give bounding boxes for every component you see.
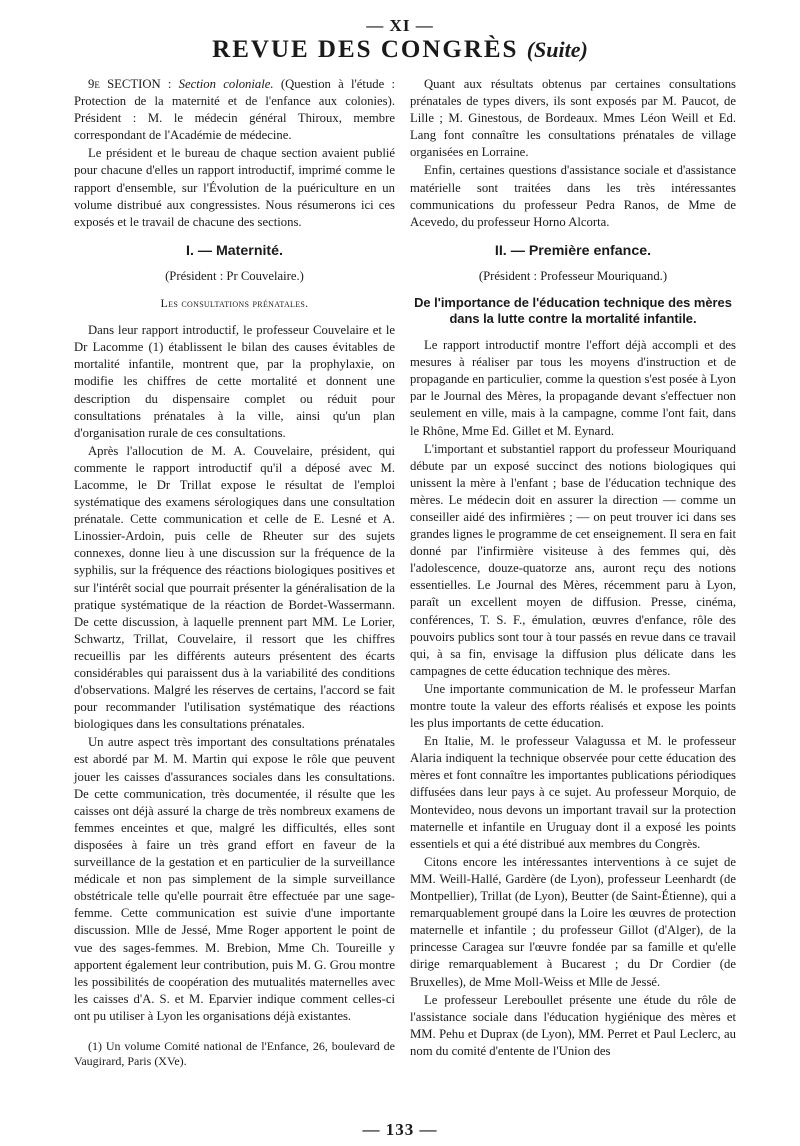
- title-main: REVUE DES CONGRÈS: [212, 36, 519, 63]
- paragraph-couvelaire: Dans leur rapport introductif, le professeur Couvelaire et le Dr Lacomme (1) établissent le bilan des causes évitables de mortalité infantile, montrent que, par la prophylaxie, on modifie les chiffres de cette mortalité et donnent une description du dispensaire complet ou réduit pour consultations prénatales à la ville, ainsi qu'un plan d'organisation rurale de ces consultations.: [74, 323, 395, 440]
- section9-paragraph: [74, 76, 395, 144]
- section-heading-premiere-enfance: II. — Première enfance.: [494, 242, 652, 259]
- paragraph-marfan: Une importante communication de M. le professeur Marfan montre toute la valeur des efforts réalisés et expose les points les plus importants de cette éducation.: [410, 681, 736, 731]
- section-president-premiere-enfance: (Président : Professeur Mouriquand.): [478, 268, 668, 283]
- right-column: [410, 76, 736, 1060]
- section9-title: Section coloniale.: [178, 77, 274, 91]
- subheading-consultations: Les consultations prénatales.: [160, 296, 309, 311]
- paragraph-rapport: Le rapport introductif montre l'effort déjà accompli et des mesures à réaliser par tous les moyens d'instruction et de propagande en particulier, comme la question s'est posée à Lyon par le Journal des Mères, la propagande devant s'effectuer non seulement en ville, mais à la campagne, comme l'ont fait, dans le Rhône, Mme Ed. Gillet et M. Eynard.: [410, 338, 736, 438]
- page-title: [0, 36, 800, 64]
- paragraph-enfin: Enfin, certaines questions d'assistance sociale et d'assistance matérielle sont traitées dans les très intéressantes communications du professeur Pedra Ranos, de Mme de Acevedo, du professeur Horno Alcorta.: [410, 163, 736, 229]
- paragraph-mouriquand: L'important et substantiel rapport du professeur Mouriquand débute par un exposé succinct des notions biologiques qui unissent la mère à l'enfant ; base de l'éducation technique des mères. Le médecin doit en assurer la direction — comme un conseiller aidé des infirmières ; — on peut trouver ici dans ses grandes lignes le programme de cet enseignement. Il sera en fait donné par l'infirmière visiteuse à des femmes qui, dès l'adolescence, douze-quatorze ans, auront reçu des notions essentielles. Le Journal des Mères, récemment paru à Lyon, paraît un excellent moyen de diffusion. Presse, cinéma, conférences, T. S. F., émulation, œuvres d'enfance, rôle des pouvoirs publics sont tour à tour passés en revue dans ce travail qui, à sa fin, envisage la diffusion plus délicate dans les campagnes de cette éducation technique des mères.: [410, 441, 736, 678]
- paragraph-allocution: Après l'allocution de M. A. Couvelaire, président, qui commente le rapport introductif qu'il a déposé avec M. Lacomme, le Dr Trillat expose le résultat de l'emploi systématique des examens sérologiques dans une consultation prénatale. Cette communication et celle de E. Lesné et A. Linossier-Ardoin, puis celle de Rheuter sur des sujets connexes, donne lieu à une discussion sur la fréquence de la syphilis, sur la fréquence des réactions biologiques positives et sur l'intérêt social que pourrait présenter la généralisation de la pratique systématique de la réaction de Bordet-Wassermann. De cette discussion, à laquelle prennent part MM. Le Lorier, Schwartz, Trillat, Couvelaire, il ressort que les chiffres recueillis par les différents auteurs présentent des écarts considérables qui paraissent dus à la variabilité des conditions d'observations. Malgré les réserves de certains, l'accord se fait pour recommander l'utilisation systématique des réactions biologiques dans les consultations prénatales.: [74, 443, 395, 732]
- left-column: [74, 76, 395, 1070]
- article-title: De l'importance de l'éducation technique des mères dans la lutte contre la mortalité infantile.: [414, 295, 732, 327]
- roman-folio: — XI —: [366, 16, 434, 35]
- page-number: — 133 —: [362, 1120, 438, 1139]
- section-heading-maternite: I. — Maternité.: [186, 242, 283, 259]
- paragraph-lereboullet: Le professeur Lereboullet présente une étude du rôle de l'assistance sociale dans l'éducation hygiénique des mères et MM. Pehu et Duprax (de Lyon), MM. Perret et Paul Leclerc, au nom du comité d'entente de l'Union des: [410, 992, 736, 1058]
- paragraph-citons: Citons encore les intéressantes interventions à ce sujet de MM. Weill-Hallé, Gardère (de Lyon), professeur Leenhardt (de Montpellier), Trillat (de Lyon), Beutter (de Saint-Étienne), qui a remarquablement groupé dans la Loire les œuvres de protection maternelle et infantile ; du professeur Gillot (d'Alger), de la princesse Caragea sur l'œuvre fondée par sa famille et qu'elle dirige remarquablement à Bucarest ; du Dr Cordier (de Bruxelles), de Mme Moll-Weiss et Mlle de Jessé.: [410, 854, 736, 989]
- paragraph-resultats: Quant aux résultats obtenus par certaines consultations prénatales de types divers, ils sont exposés par M. Paucot, de Lille ; M. Ginestous, de Bordeaux. Mmes Léon Weill et Ed. Lang font connaître les consultations prénatales de village organisées en Lorraine.: [410, 77, 736, 160]
- section9-label: 9e SECTION :: [88, 77, 172, 91]
- section9-text: (Question à l'étude : Protection de la maternité et de l'enfance aux colonies). Président : M. le médecin général Thiroux, membre correspondant de l'Académie de médecine.: [74, 77, 396, 143]
- title-suite: (Suite): [526, 37, 588, 62]
- paragraph-autre-aspect: Un autre aspect très important des consultations prénatales est abordé par M. M. Martin qui expose le rôle que peuvent jouer les caisses d'assurances sociales dans les consultations. De cette communication, très documentée, il résulte que les caisses ont déjà assuré la charge de très nombreux examens de femmes enceintes et que, malgré les difficultés, elles sont disposées à faire un très grand effort en faveur de la surveillance de la gestation et en particulier de la surveillance médicale et non pas simplement de la simple surveillance obstétricale telle qu'elle pourrait être effectuée par une sage-femme. Cette communication est suivie d'une importante discussion. Mlle de Jessé, Mme Roger apportent le point de vue des sages-femmes. M. Brebion, Mme Ch. Toureille y apportent également leur contribution, puis M. G. Grou montre les possibilités de coopération des mutualités maternelles avec les caisses d'A. S. et M. Eparvier indique comment celles-ci ont pu utiliser à Lyon les organisations déjà existantes.: [74, 735, 395, 1023]
- paragraph-italie: En Italie, M. le professeur Valagussa et M. le professeur Alaria indiquent la technique observée pour cette éducation des mères et font connaître les importantes publications périodiques diffusées dans leur pays à ce sujet. Au professeur Morquio, de Montevideo, nous devons un important travail sur la protection maternelle et infantile en Uruguay dont il a exposé les points essentiels et qui a été distribué aux membres du Congrès.: [410, 734, 736, 851]
- section-president-maternite: (Président : Pr Couvelaire.): [165, 268, 304, 283]
- paragraph-bureau: Le président et le bureau de chaque section avaient publié pour chacune d'elles un rapport introductif, imprimé comme le rapport d'ensemble, sur l'Évolution de la puériculture en un volume distribué aux congressistes. Nous résumerons ici ces exposés et le travail de chacune des sections.: [74, 146, 395, 229]
- footnote: (1) Un volume Comité national de l'Enfance, 26, boulevard de Vaugirard, Paris (XVe).: [74, 1038, 395, 1069]
